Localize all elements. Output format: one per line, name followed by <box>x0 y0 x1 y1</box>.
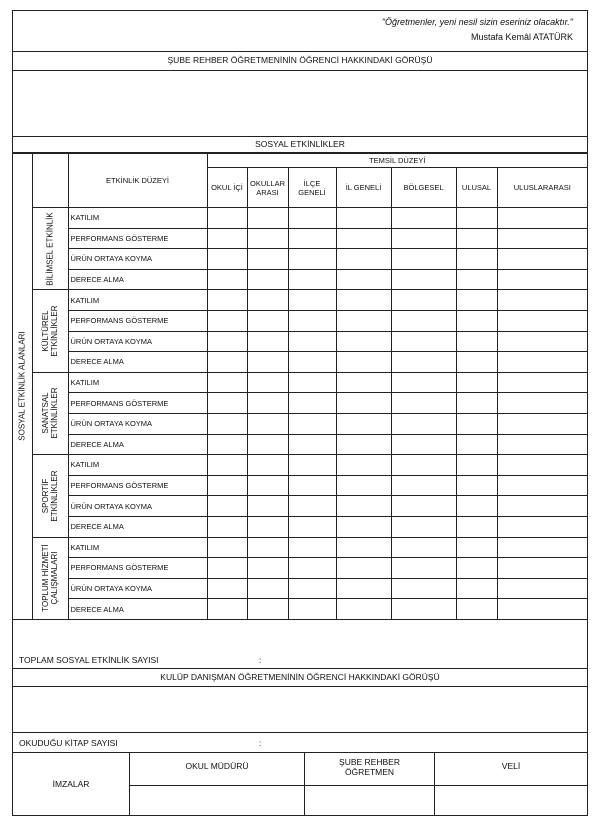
quote-area <box>13 11 587 52</box>
table-row <box>13 393 587 414</box>
quote-author: Mustafa Kemâl ATATÜRK <box>470 32 573 42</box>
entry-cell[interactable] <box>207 228 247 249</box>
etkinlik-duzeyi-header: ETKİNLİK DÜZEYİ <box>68 154 207 208</box>
entry-cell[interactable] <box>288 516 336 537</box>
level-label: DERECE ALMA <box>68 269 207 290</box>
entry-cell[interactable] <box>497 352 587 373</box>
table-row <box>13 208 587 229</box>
table-row <box>13 269 587 290</box>
group-label-cell <box>32 537 68 619</box>
entry-cell[interactable] <box>391 599 456 620</box>
entry-cell[interactable] <box>497 558 587 579</box>
entry-cell[interactable] <box>391 413 456 434</box>
group-label-cell <box>32 455 68 537</box>
entry-cell[interactable] <box>497 310 587 331</box>
entry-cell[interactable] <box>456 228 497 249</box>
entry-cell[interactable] <box>247 496 288 517</box>
entry-cell[interactable] <box>247 516 288 537</box>
table-row <box>13 537 587 558</box>
kitap-sayisi-row <box>13 733 587 753</box>
entry-cell[interactable] <box>207 578 247 599</box>
entry-cell[interactable] <box>207 331 247 352</box>
column-header: BÖLGESEL <box>391 168 456 208</box>
column-header: İL GENELİ <box>336 168 391 208</box>
table-row <box>13 228 587 249</box>
entry-cell[interactable] <box>456 310 497 331</box>
sosyal-etkinlikler-table <box>13 153 587 620</box>
entry-cell[interactable] <box>456 578 497 599</box>
imzalar-label: İMZALAR <box>52 779 90 789</box>
entry-cell[interactable] <box>336 208 391 229</box>
entry-cell[interactable] <box>391 434 456 455</box>
table-row <box>13 455 587 476</box>
level-label: DERECE ALMA <box>68 599 207 620</box>
table-row <box>13 516 587 537</box>
side-label-cell <box>13 154 32 620</box>
entry-cell[interactable] <box>336 372 391 393</box>
table-row <box>13 599 587 620</box>
level-label: ÜRÜN ORTAYA KOYMA <box>68 496 207 517</box>
entry-cell[interactable] <box>336 558 391 579</box>
entry-cell[interactable] <box>336 249 391 270</box>
signature-section <box>13 753 587 815</box>
toplam-label: TOPLAM SOSYAL ETKİNLİK SAYISI <box>19 655 159 665</box>
entry-cell[interactable] <box>497 290 587 311</box>
table-row <box>13 331 587 352</box>
column-header: ULUSLARARASI <box>497 168 587 208</box>
entry-cell[interactable] <box>207 290 247 311</box>
level-label: PERFORMANS GÖSTERME <box>68 475 207 496</box>
entry-cell[interactable] <box>456 434 497 455</box>
entry-cell[interactable] <box>497 413 587 434</box>
entry-cell[interactable] <box>207 496 247 517</box>
entry-cell[interactable] <box>247 290 288 311</box>
corner-cell <box>32 154 68 208</box>
entry-cell[interactable] <box>456 599 497 620</box>
entry-cell[interactable] <box>288 208 336 229</box>
entry-cell[interactable] <box>497 331 587 352</box>
entry-cell[interactable] <box>391 537 456 558</box>
entry-cell[interactable] <box>207 455 247 476</box>
entry-cell[interactable] <box>247 331 288 352</box>
entry-cell[interactable] <box>391 352 456 373</box>
entry-cell[interactable] <box>336 269 391 290</box>
table-row <box>13 434 587 455</box>
entry-cell[interactable] <box>336 537 391 558</box>
entry-cell[interactable] <box>288 352 336 373</box>
entry-cell[interactable] <box>288 578 336 599</box>
level-label: ÜRÜN ORTAYA KOYMA <box>68 413 207 434</box>
entry-cell[interactable] <box>336 413 391 434</box>
column-header: ULUSAL <box>456 168 497 208</box>
entry-cell[interactable] <box>391 269 456 290</box>
level-label: DERECE ALMA <box>68 434 207 455</box>
group-label-cell <box>32 290 68 372</box>
entry-cell[interactable] <box>336 352 391 373</box>
entry-cell[interactable] <box>497 228 587 249</box>
entry-cell[interactable] <box>456 475 497 496</box>
entry-cell[interactable] <box>497 455 587 476</box>
entry-cell[interactable] <box>497 496 587 517</box>
entry-cell[interactable] <box>456 290 497 311</box>
entry-cell[interactable] <box>497 516 587 537</box>
entry-cell[interactable] <box>247 269 288 290</box>
level-label: DERECE ALMA <box>68 516 207 537</box>
kitap-colon: : <box>259 738 262 748</box>
entry-cell[interactable] <box>456 331 497 352</box>
table-row <box>13 372 587 393</box>
entry-cell[interactable] <box>288 393 336 414</box>
kulup-gorus-title: KULÜP DANIŞMAN ÖĞRETMENİNİN ÖĞRENCİ HAKKINDAKİ GÖRÜŞÜ <box>13 669 587 687</box>
entry-cell[interactable] <box>391 455 456 476</box>
entry-cell[interactable] <box>497 475 587 496</box>
entry-cell[interactable] <box>288 310 336 331</box>
entry-cell[interactable] <box>391 516 456 537</box>
entry-cell[interactable] <box>391 475 456 496</box>
entry-cell[interactable] <box>207 537 247 558</box>
table-row <box>13 496 587 517</box>
entry-cell[interactable] <box>288 475 336 496</box>
table-row <box>13 475 587 496</box>
sube-rehber-gorus-title: ŞUBE REHBER ÖĞRETMENİNİN ÖĞRENCİ HAKKINDAKİ GÖRÜŞÜ <box>13 51 587 71</box>
entry-cell[interactable] <box>288 599 336 620</box>
entry-cell[interactable] <box>391 310 456 331</box>
group-label: SPORTİF ETKİNLİKLER <box>41 470 59 522</box>
entry-cell[interactable] <box>497 434 587 455</box>
entry-cell[interactable] <box>336 228 391 249</box>
entry-cell[interactable] <box>456 537 497 558</box>
entry-cell[interactable] <box>207 269 247 290</box>
entry-cell[interactable] <box>336 475 391 496</box>
entry-cell[interactable] <box>207 208 247 229</box>
entry-cell[interactable] <box>247 599 288 620</box>
entry-cell[interactable] <box>207 475 247 496</box>
entry-cell[interactable] <box>288 290 336 311</box>
column-header: OKUL İÇİ <box>207 168 247 208</box>
entry-cell[interactable] <box>497 372 587 393</box>
entry-cell[interactable] <box>207 310 247 331</box>
entry-cell[interactable] <box>391 558 456 579</box>
entry-cell[interactable] <box>247 475 288 496</box>
level-label: ÜRÜN ORTAYA KOYMA <box>68 331 207 352</box>
veli-cell <box>434 753 587 815</box>
entry-cell[interactable] <box>247 578 288 599</box>
sosyal-etkinlikler-title: SOSYAL ETKİNLİKLER <box>13 137 587 153</box>
table-row <box>13 352 587 373</box>
entry-cell[interactable] <box>336 290 391 311</box>
entry-cell[interactable] <box>247 558 288 579</box>
veli-label: VELİ <box>501 761 521 771</box>
entry-cell[interactable] <box>288 434 336 455</box>
entry-cell[interactable] <box>288 558 336 579</box>
group-label: SANATSAL ETKİNLİKLER <box>41 387 59 440</box>
entry-cell[interactable] <box>207 249 247 270</box>
level-label: PERFORMANS GÖSTERME <box>68 393 207 414</box>
entry-cell[interactable] <box>336 455 391 476</box>
group-label: KÜLTÜREL ETKİNLİKLER <box>41 305 59 357</box>
header-row-1 <box>13 154 587 168</box>
level-label: KATILIM <box>68 208 207 229</box>
okul-muduru-signature-box[interactable] <box>130 785 304 816</box>
entry-cell[interactable] <box>207 434 247 455</box>
level-label: KATILIM <box>68 372 207 393</box>
level-label: PERFORMANS GÖSTERME <box>68 228 207 249</box>
table-row <box>13 558 587 579</box>
level-label: KATILIM <box>68 455 207 476</box>
level-label: KATILIM <box>68 290 207 311</box>
entry-cell[interactable] <box>247 228 288 249</box>
entry-cell[interactable] <box>456 249 497 270</box>
entry-cell[interactable] <box>497 537 587 558</box>
entry-cell[interactable] <box>336 310 391 331</box>
entry-cell[interactable] <box>456 208 497 229</box>
entry-cell[interactable] <box>288 249 336 270</box>
table-row <box>13 310 587 331</box>
entry-cell[interactable] <box>391 331 456 352</box>
temsil-duzeyi-header: TEMSİL DÜZEYİ <box>207 154 587 168</box>
entry-cell[interactable] <box>247 434 288 455</box>
kitap-label: OKUDUĞU KİTAP SAYISI <box>19 738 118 748</box>
entry-cell[interactable] <box>497 208 587 229</box>
entry-cell[interactable] <box>497 269 587 290</box>
entry-cell[interactable] <box>207 599 247 620</box>
entry-cell[interactable] <box>288 269 336 290</box>
entry-cell[interactable] <box>456 496 497 517</box>
entry-cell[interactable] <box>288 372 336 393</box>
entry-cell[interactable] <box>391 249 456 270</box>
entry-cell[interactable] <box>288 228 336 249</box>
entry-cell[interactable] <box>456 393 497 414</box>
group-label-cell <box>32 208 68 290</box>
entry-cell[interactable] <box>456 269 497 290</box>
kulup-gorus-box[interactable] <box>13 687 587 733</box>
okul-muduru-label: OKUL MÜDÜRÜ <box>185 761 249 771</box>
entry-cell[interactable] <box>247 413 288 434</box>
entry-cell[interactable] <box>207 352 247 373</box>
entry-cell[interactable] <box>456 372 497 393</box>
column-header: OKULLAR ARASI <box>247 168 288 208</box>
group-label-cell <box>32 372 68 454</box>
entry-cell[interactable] <box>207 516 247 537</box>
okul-muduru-cell <box>129 753 304 815</box>
level-label: PERFORMANS GÖSTERME <box>68 310 207 331</box>
entry-cell[interactable] <box>391 578 456 599</box>
veli-signature-box[interactable] <box>435 785 587 816</box>
entry-cell[interactable] <box>207 558 247 579</box>
entry-cell[interactable] <box>207 372 247 393</box>
entry-cell[interactable] <box>391 393 456 414</box>
entry-cell[interactable] <box>336 578 391 599</box>
level-label: PERFORMANS GÖSTERME <box>68 558 207 579</box>
entry-cell[interactable] <box>391 496 456 517</box>
entry-cell[interactable] <box>391 290 456 311</box>
side-label: SOSYAL ETKİNLİK ALANLARI <box>17 331 27 442</box>
ataturk-quote: "Öğretmenler, yeni nesil sizin eseriniz olacaktır." <box>381 17 573 27</box>
entry-cell[interactable] <box>497 249 587 270</box>
entry-cell[interactable] <box>336 599 391 620</box>
entry-cell[interactable] <box>336 393 391 414</box>
entry-cell[interactable] <box>207 393 247 414</box>
table-row <box>13 413 587 434</box>
group-label: BİLİMSEL ETKİNLİK <box>45 211 55 286</box>
entry-cell[interactable] <box>247 455 288 476</box>
level-label: KATILIM <box>68 537 207 558</box>
entry-cell[interactable] <box>247 352 288 373</box>
group-label: TOPLUM HİZMETİ ÇALIŞMALARI <box>41 544 59 612</box>
entry-cell[interactable] <box>456 455 497 476</box>
entry-cell[interactable] <box>247 393 288 414</box>
entry-cell[interactable] <box>207 413 247 434</box>
table-row <box>13 290 587 311</box>
form-page <box>12 10 588 816</box>
entry-cell[interactable] <box>288 496 336 517</box>
toplam-colon: : <box>259 655 262 665</box>
entry-cell[interactable] <box>456 558 497 579</box>
entry-cell[interactable] <box>391 372 456 393</box>
table-row <box>13 249 587 270</box>
entry-cell[interactable] <box>288 331 336 352</box>
entry-cell[interactable] <box>247 537 288 558</box>
entry-cell[interactable] <box>247 208 288 229</box>
column-header: İLÇE GENELİ <box>288 168 336 208</box>
sube-rehber-ogretmen-label: ŞUBE REHBER ÖĞRETMEN <box>339 757 400 777</box>
level-label: ÜRÜN ORTAYA KOYMA <box>68 578 207 599</box>
entry-cell[interactable] <box>456 352 497 373</box>
entry-cell[interactable] <box>336 434 391 455</box>
entry-cell[interactable] <box>391 228 456 249</box>
entry-cell[interactable] <box>336 331 391 352</box>
entry-cell[interactable] <box>247 310 288 331</box>
level-label: ÜRÜN ORTAYA KOYMA <box>68 249 207 270</box>
sube-rehber-ogretmen-signature-box[interactable] <box>305 785 434 816</box>
entry-cell[interactable] <box>247 372 288 393</box>
entry-cell[interactable] <box>497 393 587 414</box>
entry-cell[interactable] <box>497 599 587 620</box>
toplam-sosyal-etkinlik-row <box>13 651 587 669</box>
entry-cell[interactable] <box>247 249 288 270</box>
entry-cell[interactable] <box>288 455 336 476</box>
sube-rehber-gorus-box[interactable] <box>13 71 587 137</box>
level-label: DERECE ALMA <box>68 352 207 373</box>
entry-cell[interactable] <box>391 208 456 229</box>
entry-cell[interactable] <box>497 578 587 599</box>
entry-cell[interactable] <box>336 496 391 517</box>
entry-cell[interactable] <box>288 413 336 434</box>
entry-cell[interactable] <box>456 516 497 537</box>
sube-rehber-ogretmen-cell <box>304 753 434 815</box>
entry-cell[interactable] <box>288 537 336 558</box>
table-row <box>13 578 587 599</box>
entry-cell[interactable] <box>336 516 391 537</box>
entry-cell[interactable] <box>456 413 497 434</box>
